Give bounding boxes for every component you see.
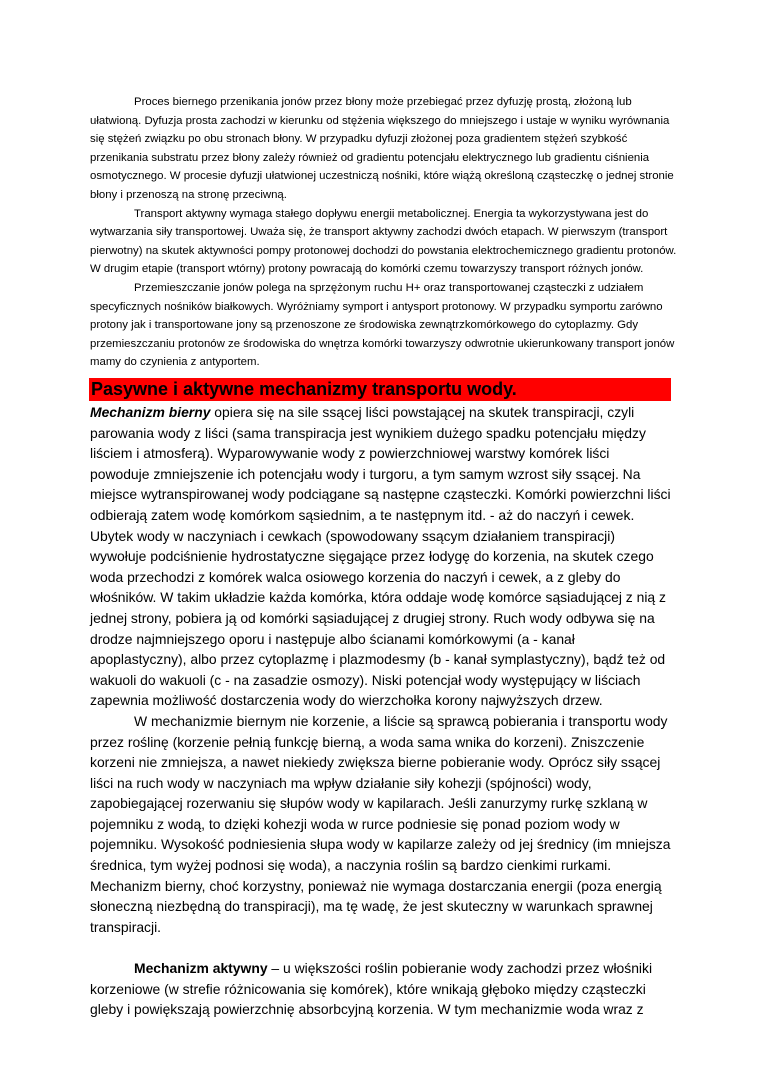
ion-transport-section — [90, 93, 680, 372]
paragraph-passive-mechanism — [90, 402, 672, 711]
paragraph-passive-mechanism-continued: W mechanizmie biernym nie korzenie, a liście są sprawcą pobierania i transportu wody przez roślinę (korzenie pełnią funkcję bierną, a woda sama wnika do korzeni). Zniszczenie korzeni nie zmniejsza, a nawet niekiedy zwiększa bierne pobieranie wody. Oprócz siły ssącej liści na ruch wody w naczyniach ma wpływ działanie siły kohezji (spójności) wody, zapobiegającej rozerwaniu się słupów wody w kapilarach. Jeśli zanurzymy rurkę szklaną w pojemniku z wodą, to dzięki kohezji woda w rurce podniesie się ponad poziom wody w pojemniku. Wysokość podniesienia słupa wody w kapilarze zależy od jej średnicy (im mniejsza średnica, tym wyżej podnosi się woda), a naczynia roślin są bardzo cienkimi rurkami. Mechanizm bierny, choć korzystny, ponieważ nie wymaga dostarczania energii (poza energią słoneczną niezbędną do transpiracji), ma tę wadę, że jest skuteczny w warunkach sprawnej transpiracji. — [90, 712, 671, 935]
paragraph-symport-antiport: Przemieszczanie jonów polega na sprzężonym ruchu H+ oraz transportowanej cząsteczki z udziałem specyficznych nośników białkowych. Wyróżniamy symport i antysport protonowy. W przypadku symportu zarówno protony jak i transportowane jony są przenoszone ze środowiska zewnątrzkomórkowego do cytoplazmy. Gdy przemieszczaniu protonów ze środowiska do wnętrza komórki towarzyszy odwrotnie ukierunkowany transport jonów mamy do czynienia z antyportem. — [90, 281, 675, 369]
active-mechanism-lead: Mechanizm aktywny — [134, 960, 268, 977]
water-transport-section — [90, 402, 672, 1020]
paragraph-spacer — [90, 937, 672, 958]
passive-mechanism-text: opiera się na sile ssącej liści powstającej na skutek transpiracji, czyli parowania wody z liści (sama transpiracja jest wynikiem dużego spadku potencjału między liściem i atmosferą). Wyparowywanie wody z powierzchniowej warstwy komórek liści powoduje zmniejszenie ich potencjału wody i turgoru, a tym samym wzrost siły ssącej. Na miejsce wytranspirowanej wody podciągane są następne cząsteczki. Komórki powierzchni liści odbierają zatem wodę komórkom sąsiednim, a te następnym itd. - aż do naczyń i cewek. Ubytek wody w naczyniach i cewkach (spowodowany ssącym działaniem transpiracji) wywołuje podciśnienie hydrostatyczne sięgające przez łodygę do korzenia, na skutek czego woda przechodzi z komórek walca osiowego korzenia do naczyń i cewek, a z gleby do włośników. W takim układzie każda komórka, która oddaje wodę komórce sąsiadującej z nią z jednej strony, pobiera ją od komórki sąsiadującej z drugiej strony. Ruch wody odbywa się na drodze najmniejszego oporu i następuje albo ścianami komórkowymi (a - kanał apoplastyczny), albo przez cytoplazmę i plazmodesmy (b - kanał symplastyczny), bądź też od wakuoli do wakuoli (c - na zasadzie osmozy). Niski potencjał wody występujący w liściach zapewnia możliwość dostarczenia wody do wierzchołka korony najwyższych drzew. — [90, 404, 671, 709]
paragraph-active-mechanism — [90, 958, 672, 1020]
passive-mechanism-lead: Mechanizm bierny — [90, 404, 211, 420]
section-heading: Pasywne i aktywne mechanizmy transportu wody. — [89, 378, 671, 401]
paragraph-passive-ion-transport: Proces biernego przenikania jonów przez błony może przebiegać przez dyfuzję prostą, złożoną lub ułatwioną. Dyfuzja prosta zachodzi w kierunku od stężenia większego do mniejszego i ustaje w wyniku wyrównania się stężeń związku po obu stronach błony. W przypadku dyfuzji złożonej poza gradientem stężeń szybkość przenikania substratu przez błony zależy również od gradientu potencjału elektrycznego lub gradientu ciśnienia osmotycznego. W procesie dyfuzji ułatwionej uczestniczą nośniki, które wiążą określoną cząsteczkę o jednej stronie błony i przenoszą na stronę przeciwną. — [90, 96, 674, 201]
paragraph-active-transport: Transport aktywny wymaga stałego dopływu energii metabolicznej. Energia ta wykorzystywana jest do wytwarzania siły transportowej. Uważa się, że transport aktywny zachodzi dwóch etapach. W pierwszym (transport pierwotny) na skutek aktywności pompy protonowej dochodzi do powstania elektrochemicznego gradientu protonów. W drugim etapie (transport wtórny) protony powracają do komórki czemu towarzyszy transport różnych jonów. — [90, 207, 677, 276]
active-mechanism-text: – u większości roślin pobieranie wody zachodzi przez włośniki korzeniowe (w strefie różnicowania się komórek), które wnikają głęboko między cząsteczki gleby i powiększają powierzchnię absorbcyjną korzenia. W tym mechanizmie woda wraz z — [90, 960, 653, 1018]
